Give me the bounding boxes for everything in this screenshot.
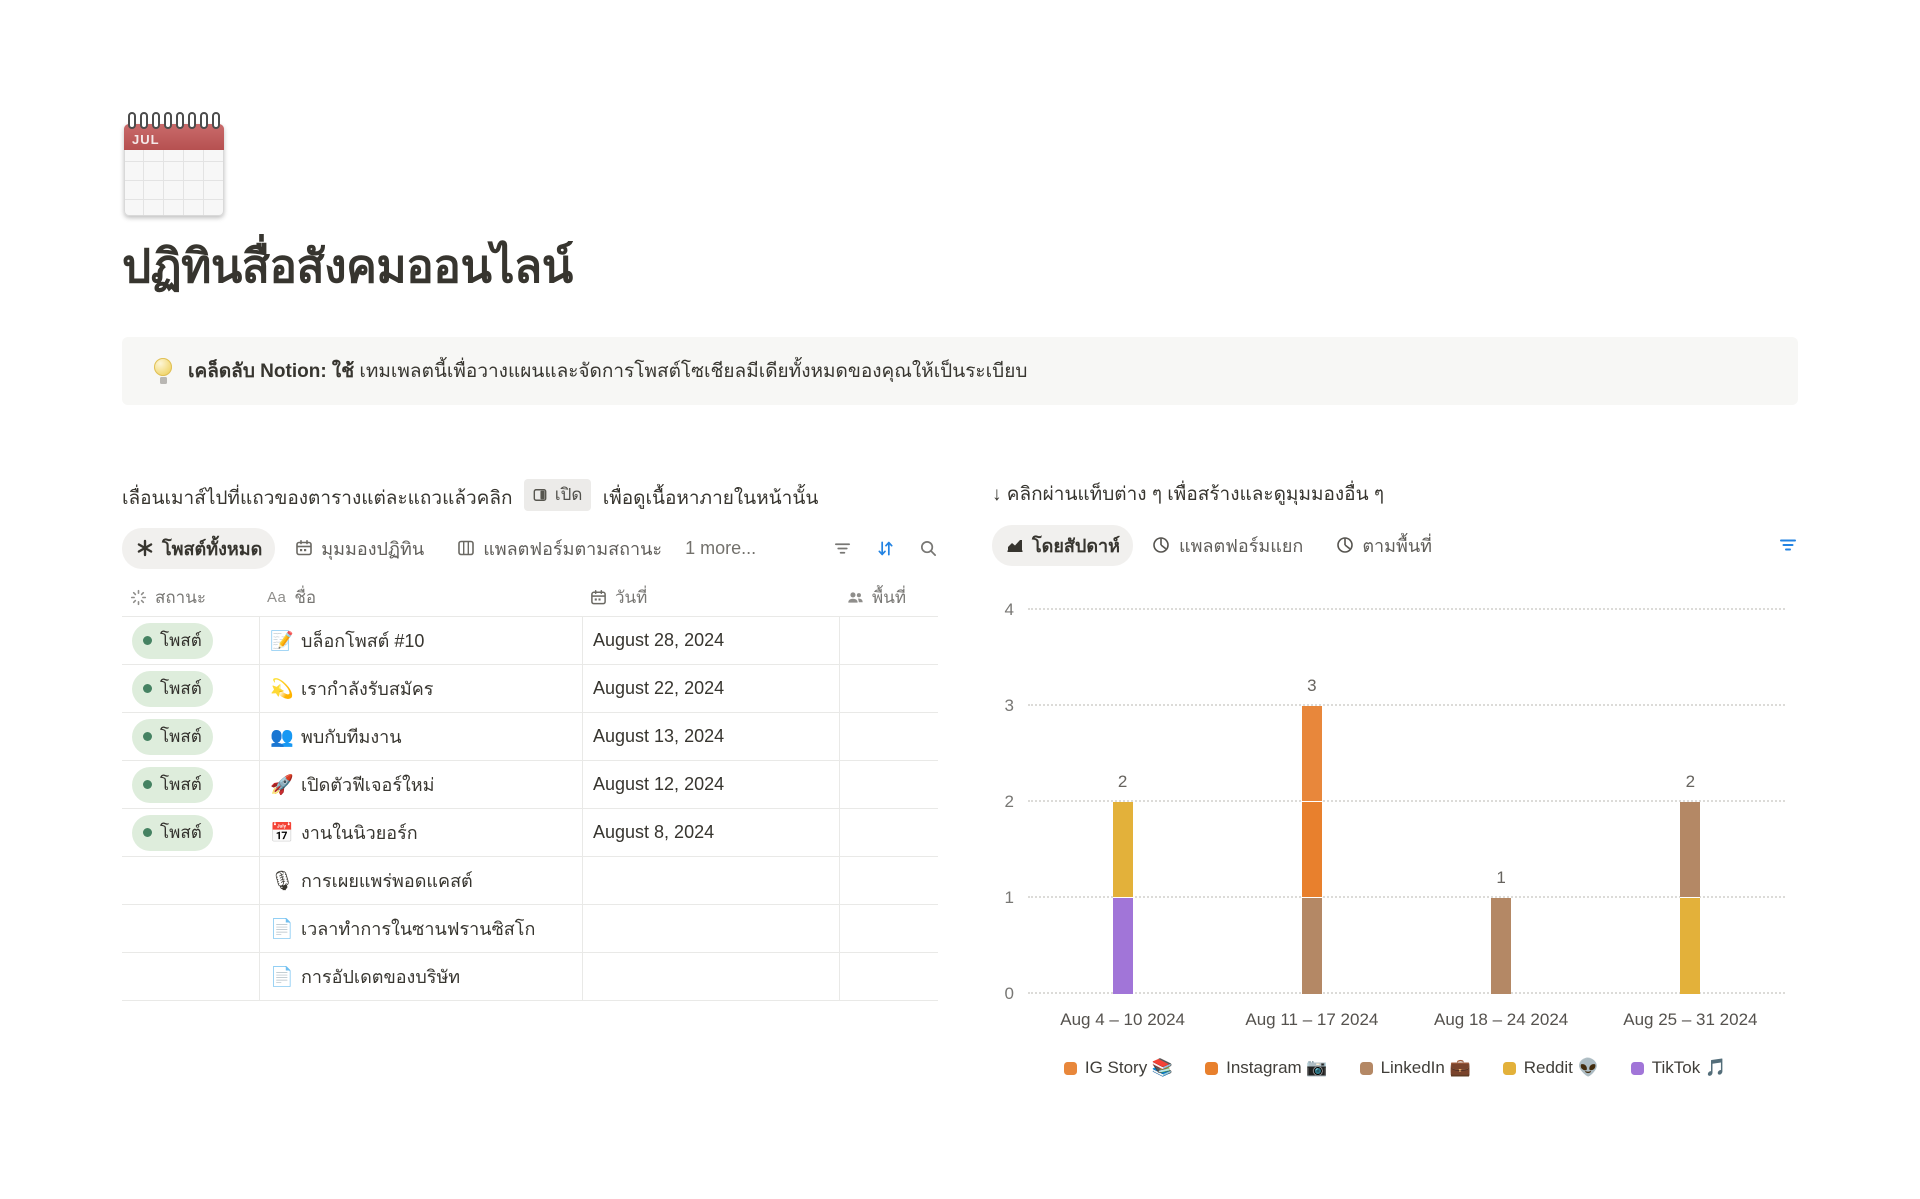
status-dot [143,828,152,837]
page-emoji-icon: 💫 [270,678,294,700]
lightbulb-icon [152,358,174,384]
page-name: เรากำลังรับสมัคร [301,679,434,699]
bar-total-label: 2 [1685,772,1696,791]
status-cell[interactable] [122,665,259,712]
x-axis-category-label: Aug 18 – 24 2024 [1434,1010,1569,1029]
chart-view-tab-3[interactable] [1322,525,1445,566]
table-row[interactable] [122,617,938,665]
asterisk-icon [135,539,154,558]
name-cell[interactable] [259,953,582,1000]
chart-icon [1005,536,1024,555]
pie-icon [1152,536,1171,555]
name-cell[interactable] [259,713,582,760]
bar-segment-reddit[interactable] [1680,898,1700,994]
filter-icon[interactable] [1778,535,1798,555]
filter-icon[interactable] [833,539,852,558]
column-header-label: ชื่อ [294,588,317,607]
y-axis-tick-label: 4 [1004,600,1014,619]
table-toolbar-icons [833,539,938,558]
legend-label: LinkedIn 💼 [1380,1058,1471,1077]
chart-view-tab-2[interactable] [1139,525,1316,566]
table-view-tabs [122,528,675,569]
table-view-tab-3[interactable] [443,528,675,569]
bar-segment-instagram[interactable] [1302,802,1322,898]
status-dot [143,780,152,789]
status-dot [143,684,152,693]
date-cell[interactable]: August 8, 2024 [582,809,839,856]
page-emoji-icon: 🎙 [270,870,295,892]
calendar-rings [128,112,220,132]
name-cell[interactable] [259,665,582,712]
chart-view-tabs [992,525,1445,566]
hint-before: เลื่อนเมาส์ไปที่แถวของตารางแต่ละแถวแล้วคลิก [122,488,513,509]
status-cell[interactable] [122,617,259,664]
area-cell[interactable] [839,617,938,664]
status-cell[interactable] [122,905,259,952]
page-name: การเผยแพร่พอดแคสต์ [301,871,473,891]
date-cell[interactable] [582,953,839,1000]
column-header-3[interactable] [582,579,839,616]
page-icon-calendar[interactable] [122,112,226,216]
table-toolbar [122,529,938,567]
table-view-tab-label: มุมมองปฏิทิน [321,538,425,559]
page-name: บล็อกโพสต์ #10 [301,631,425,651]
more-views-button[interactable]: 1 more... [685,537,757,558]
y-axis-tick-label: 1 [1004,888,1014,907]
bar-segment-linkedin[interactable] [1302,898,1322,994]
bar-total-label: 2 [1117,772,1128,791]
status-label: โพสต์ [160,630,202,650]
chart-view-tab-1[interactable] [992,525,1133,566]
name-cell[interactable] [259,761,582,808]
bar-segment-ig-story[interactable] [1302,706,1322,802]
status-cell[interactable] [122,857,259,904]
page-emoji-icon: 📅 [270,822,294,844]
area-cell[interactable] [839,857,938,904]
name-cell[interactable] [259,905,582,952]
table-row[interactable] [122,857,938,905]
table-view-tab-2[interactable] [281,528,437,569]
name-cell[interactable] [259,857,582,904]
legend-label: TikTok 🎵 [1651,1058,1727,1077]
legend-swatch [1360,1062,1373,1075]
area-cell[interactable] [839,809,938,856]
legend-swatch [1205,1062,1218,1075]
legend-item-instagram[interactable] [1205,1058,1327,1078]
x-axis-category-label: Aug 11 – 17 2024 [1245,1010,1379,1029]
legend-swatch [1064,1062,1077,1075]
stacked-bar[interactable] [1302,706,1322,994]
page-name: การอัปเดตของบริษัท [301,967,461,987]
column-header-label: สถานะ [155,588,206,607]
bar-total-label: 3 [1307,676,1317,695]
gridline [1028,800,1785,802]
people-icon [847,589,864,606]
area-cell[interactable] [839,713,938,760]
page-emoji-icon: 📄 [270,918,294,940]
chart-view-tab-label: ตามพื้นที่ [1362,535,1433,556]
area-cell[interactable] [839,953,938,1000]
legend-item-tiktok[interactable] [1631,1058,1726,1078]
stacked-bar-chart [1004,600,1785,1029]
table-row[interactable] [122,953,938,1001]
page-title: ปฏิทินสื่อสังคมออนไลน์ [122,240,573,292]
calendar-icon [590,589,607,606]
name-cell[interactable] [259,617,582,664]
column-header-label: พื้นที่ [872,588,907,607]
chart-view-tab-label: โดยสัปดาห์ [1032,535,1120,556]
callout-regular-text: เทมเพลตนี้เพื่อวางแผนและจัดการโพสต์โซเชียลมีเดียทั้งหมดของคุณให้เป็นระเบียบ [359,361,1028,382]
column-header-2[interactable] [259,579,582,616]
chart-view-tab-label: แพลตฟอร์มแยก [1178,535,1304,556]
status-cell[interactable] [122,713,259,760]
table-rows [122,617,938,1001]
open-button-badge[interactable]: เปิด [524,479,592,511]
x-axis-category-label: Aug 4 – 10 2024 [1060,1010,1186,1029]
legend-swatch [1503,1062,1516,1075]
status-badge [132,671,213,707]
status-label: โพสต์ [160,774,202,794]
legend-label: Instagram 📷 [1226,1058,1328,1077]
column-header-label: วันที่ [615,588,648,607]
callout-text [188,356,1027,386]
gridline [1028,704,1785,706]
page-name: เปิดตัวฟีเจอร์ใหม่ [301,775,435,795]
bar-segment-linkedin[interactable] [1491,898,1511,994]
name-cell[interactable] [259,809,582,856]
chart-legend [992,1058,1798,1078]
chart-hint: ↓ คลิกผ่านแท็บต่าง ๆ เพื่อสร้างและดูมุมมองอื่น ๆ [992,484,1385,505]
pie-icon [1335,536,1354,555]
y-axis-tick-label: 0 [1004,984,1014,1003]
area-cell[interactable] [839,761,938,808]
table-view-tab-label: แพลตฟอร์มตามสถานะ [483,538,663,559]
table-row[interactable] [122,665,938,713]
legend-label: IG Story 📚 [1084,1058,1174,1077]
status-dot [143,636,152,645]
text-property-icon: Aa [267,589,287,606]
stacked-bar[interactable] [1113,802,1133,994]
column-header-4[interactable] [839,579,938,616]
gridline [1028,896,1785,898]
chart-toolbar [992,526,1798,564]
sort-icon[interactable] [876,539,895,558]
date-cell[interactable]: August 28, 2024 [582,617,839,664]
callout-bold-text: เคล็ดลับ Notion: ใช้ [188,361,355,382]
page-name: พบกับทีมงาน [301,727,402,747]
status-cell[interactable] [122,761,259,808]
y-axis-tick-label: 2 [1004,792,1014,811]
calendar-month-label: JUL [132,132,160,147]
status-label: โพสต์ [160,822,202,842]
legend-label: Reddit 👽 [1523,1058,1599,1077]
page-name: เวลาทำการในซานฟรานซิสโก [301,919,536,939]
stacked-bar[interactable] [1491,898,1511,994]
calendar-icon [294,539,313,558]
table-hint [122,479,938,512]
date-cell[interactable]: August 22, 2024 [582,665,839,712]
table-row[interactable] [122,809,938,857]
date-cell[interactable]: August 12, 2024 [582,761,839,808]
status-badge [132,719,213,755]
status-badge [132,623,213,659]
area-cell[interactable] [839,665,938,712]
search-icon[interactable] [919,539,938,558]
page-emoji-icon: 🚀 [270,774,294,796]
status-label: โพสต์ [160,726,202,746]
table-row[interactable] [122,905,938,953]
table-header-row [122,579,938,617]
table-row[interactable] [122,713,938,761]
status-badge [132,767,213,803]
x-axis-category-label: Aug 25 – 31 2024 [1623,1010,1758,1029]
page-name: งานในนิวยอร์ก [301,823,418,843]
table-view-tab-1[interactable] [122,528,275,569]
gridline [1028,992,1785,994]
notion-tip-callout [122,337,1798,405]
legend-item-ig-story[interactable] [1064,1058,1173,1078]
status-label: โพสต์ [160,678,202,698]
legend-item-reddit[interactable] [1503,1058,1599,1078]
bar-segment-linkedin[interactable] [1680,802,1700,898]
y-axis-tick-label: 3 [1004,696,1014,715]
page-emoji-icon: 📄 [270,966,294,988]
gridline [1028,608,1785,610]
table-section [122,479,938,1078]
legend-item-linkedin[interactable] [1360,1058,1471,1078]
posts-table [122,579,938,1001]
board-icon [456,539,475,558]
hint-after: เพื่อดูเนื้อหาภายในหน้านั้น [602,488,819,509]
date-cell[interactable] [582,905,839,952]
page-emoji-icon: 📝 [270,630,294,652]
area-cell[interactable] [839,905,938,952]
date-cell[interactable] [582,857,839,904]
status-dot [143,732,152,741]
bar-total-label: 1 [1496,868,1506,887]
legend-swatch [1631,1062,1644,1075]
column-header-1[interactable] [122,579,259,616]
page-emoji-icon: 👥 [270,726,294,748]
status-badge [132,815,213,851]
chart-section [992,479,1798,1078]
status-icon [130,589,147,606]
status-cell[interactable] [122,953,259,1000]
bar-segment-reddit[interactable] [1113,802,1133,898]
open-page-icon [533,488,547,502]
table-row[interactable] [122,761,938,809]
bar-segment-tiktok[interactable] [1113,898,1133,994]
date-cell[interactable]: August 13, 2024 [582,713,839,760]
status-cell[interactable] [122,809,259,856]
stacked-bar[interactable] [1680,802,1700,994]
table-view-tab-label: โพสต์ทั้งหมด [162,538,263,559]
